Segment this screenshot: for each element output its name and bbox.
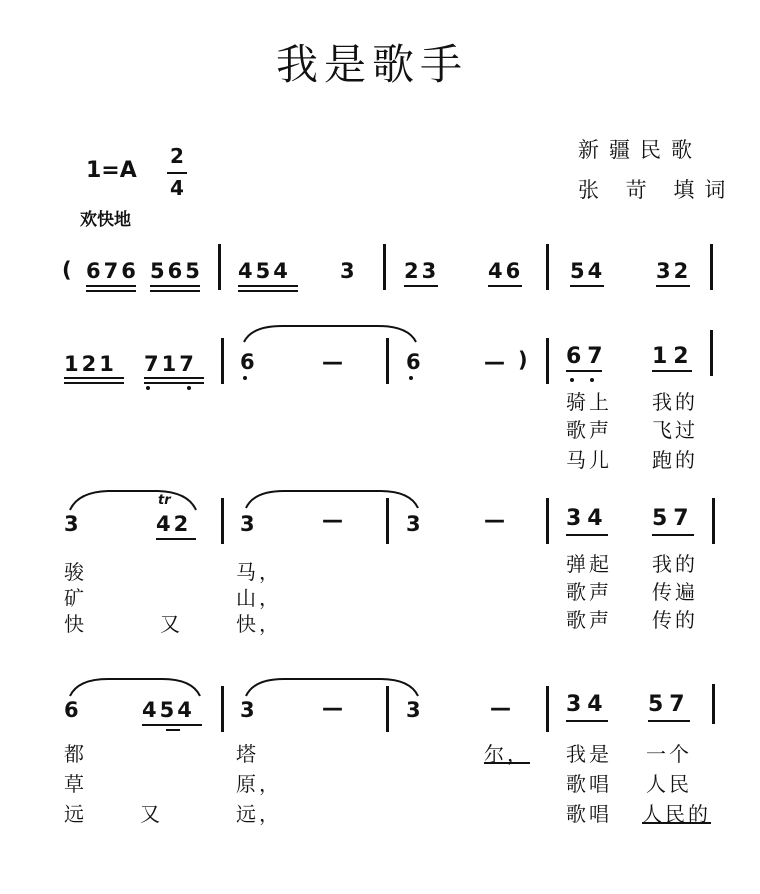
note-group: 454: [238, 259, 291, 283]
lyric: 我是: [566, 742, 612, 766]
underline: [652, 370, 692, 372]
note: 6: [406, 350, 424, 374]
lyric: 歌声: [566, 418, 612, 442]
trill-ornament: tr: [158, 493, 171, 508]
lyric: 骏: [64, 560, 87, 584]
note-group: 42: [156, 512, 192, 536]
lyric: 骑上: [566, 390, 612, 414]
dash: —: [484, 508, 508, 532]
barline: [386, 338, 389, 384]
underline: [566, 370, 602, 372]
lyric: 马，: [236, 560, 282, 584]
note: 6: [64, 698, 82, 722]
lyric: 山，: [236, 586, 282, 610]
barline: [221, 338, 224, 384]
dash: —: [484, 350, 508, 374]
barline: [383, 244, 386, 290]
underline: [86, 285, 136, 287]
lyric: 歌声: [566, 608, 612, 632]
lyric: 马儿: [566, 448, 612, 472]
lyric: 歌唱: [566, 802, 612, 826]
lyricist-credit: 张 苛 填词: [578, 178, 736, 202]
dash: —: [322, 508, 346, 532]
note: 3: [240, 512, 258, 536]
underline: [570, 285, 604, 287]
note-group: 34: [566, 692, 609, 717]
underline: [64, 382, 124, 384]
barline: [546, 686, 549, 732]
note-group: 717: [144, 352, 197, 376]
lyric: 歌唱: [566, 772, 612, 796]
lyric: 跑的: [652, 448, 698, 472]
barline: [712, 498, 715, 544]
tie: [244, 676, 420, 698]
lyric: 一个: [646, 742, 692, 766]
lyric: 我的: [652, 552, 698, 576]
barline: [221, 686, 224, 732]
barline: [546, 498, 549, 544]
note: 3: [406, 512, 424, 536]
lyric: 都: [64, 742, 87, 766]
lyric: 传遍: [652, 580, 698, 604]
slur: [68, 488, 198, 512]
note: 3: [340, 259, 358, 283]
barline: [710, 244, 713, 290]
note-group: 54: [570, 259, 606, 283]
barline: [386, 498, 389, 544]
dash: —: [322, 350, 346, 374]
note: 3: [64, 512, 82, 536]
note-group: 12: [652, 344, 695, 369]
lyric: 快，: [236, 612, 282, 636]
lyric: 尔，: [484, 742, 530, 766]
low-octave-dot: [146, 386, 150, 390]
underline: [150, 285, 200, 287]
note-group: 23: [404, 259, 440, 283]
lyric: 歌声: [566, 580, 612, 604]
lyric: 又: [160, 612, 183, 636]
close-paren: ): [518, 348, 531, 372]
lyric: 我的: [652, 390, 698, 414]
underline: [656, 285, 690, 287]
note-group: 32: [656, 259, 692, 283]
song-origin: 新疆民歌: [578, 138, 702, 162]
time-signature-divider: [167, 172, 187, 174]
lyric: 快: [64, 612, 87, 636]
barline: [218, 244, 221, 290]
page-title: 我是歌手: [276, 40, 469, 89]
lyric: 原，: [236, 772, 282, 796]
note-group: 565: [150, 259, 203, 283]
underline: [144, 382, 204, 384]
time-signature-top: 2: [170, 144, 184, 168]
underline: [86, 290, 136, 292]
tie: [242, 324, 418, 344]
note-group: 67: [566, 344, 609, 369]
tempo-marking: 欢快地: [80, 210, 131, 230]
underline: [488, 285, 522, 287]
note-group: 454: [142, 698, 195, 722]
lyric: 弹起: [566, 552, 612, 576]
underline: [166, 729, 180, 731]
key-signature: 1=A: [86, 158, 137, 183]
note-group: 57: [652, 506, 695, 531]
lyric: 飞过: [652, 418, 698, 442]
lyric: 远: [64, 802, 87, 826]
lyric: 草: [64, 772, 87, 796]
underline: [64, 377, 124, 379]
lyric: 又: [140, 802, 163, 826]
barline: [546, 244, 549, 290]
low-octave-dot: [570, 378, 574, 382]
barline: [710, 330, 713, 376]
underline: [150, 290, 200, 292]
low-octave-dot: [409, 376, 413, 380]
underline: [142, 724, 202, 726]
low-octave-dot: [243, 376, 247, 380]
lyric: 远，: [236, 802, 282, 826]
lyric: 塔: [236, 742, 259, 766]
time-signature-bottom: 4: [170, 176, 184, 200]
barline: [546, 338, 549, 384]
underline: [238, 290, 298, 292]
underline: [648, 720, 690, 722]
barline: [386, 686, 389, 732]
note-group: 34: [566, 506, 609, 531]
underline: [566, 720, 608, 722]
underline: [156, 538, 196, 540]
note: 6: [240, 350, 258, 374]
underline: [404, 285, 438, 287]
note-group: 121: [64, 352, 117, 376]
barline: [712, 684, 715, 724]
underline: [652, 534, 694, 536]
lyric: 人民的: [642, 802, 711, 826]
low-octave-dot: [187, 386, 191, 390]
underline: [144, 377, 204, 379]
note-group: 46: [488, 259, 524, 283]
barline: [221, 498, 224, 544]
low-octave-dot: [590, 378, 594, 382]
underline: [238, 285, 298, 287]
open-paren: (: [62, 258, 75, 282]
underline: [566, 534, 608, 536]
note: 3: [406, 698, 424, 722]
note-group: 57: [648, 692, 691, 717]
note: 3: [240, 698, 258, 722]
lyric: 人民: [646, 772, 692, 796]
dash: —: [490, 696, 514, 720]
lyric: 矿: [64, 586, 87, 610]
note-group: 676: [86, 259, 139, 283]
tie: [244, 488, 420, 510]
dash: —: [322, 696, 346, 720]
slur: [68, 676, 202, 698]
lyric: 传的: [652, 608, 698, 632]
